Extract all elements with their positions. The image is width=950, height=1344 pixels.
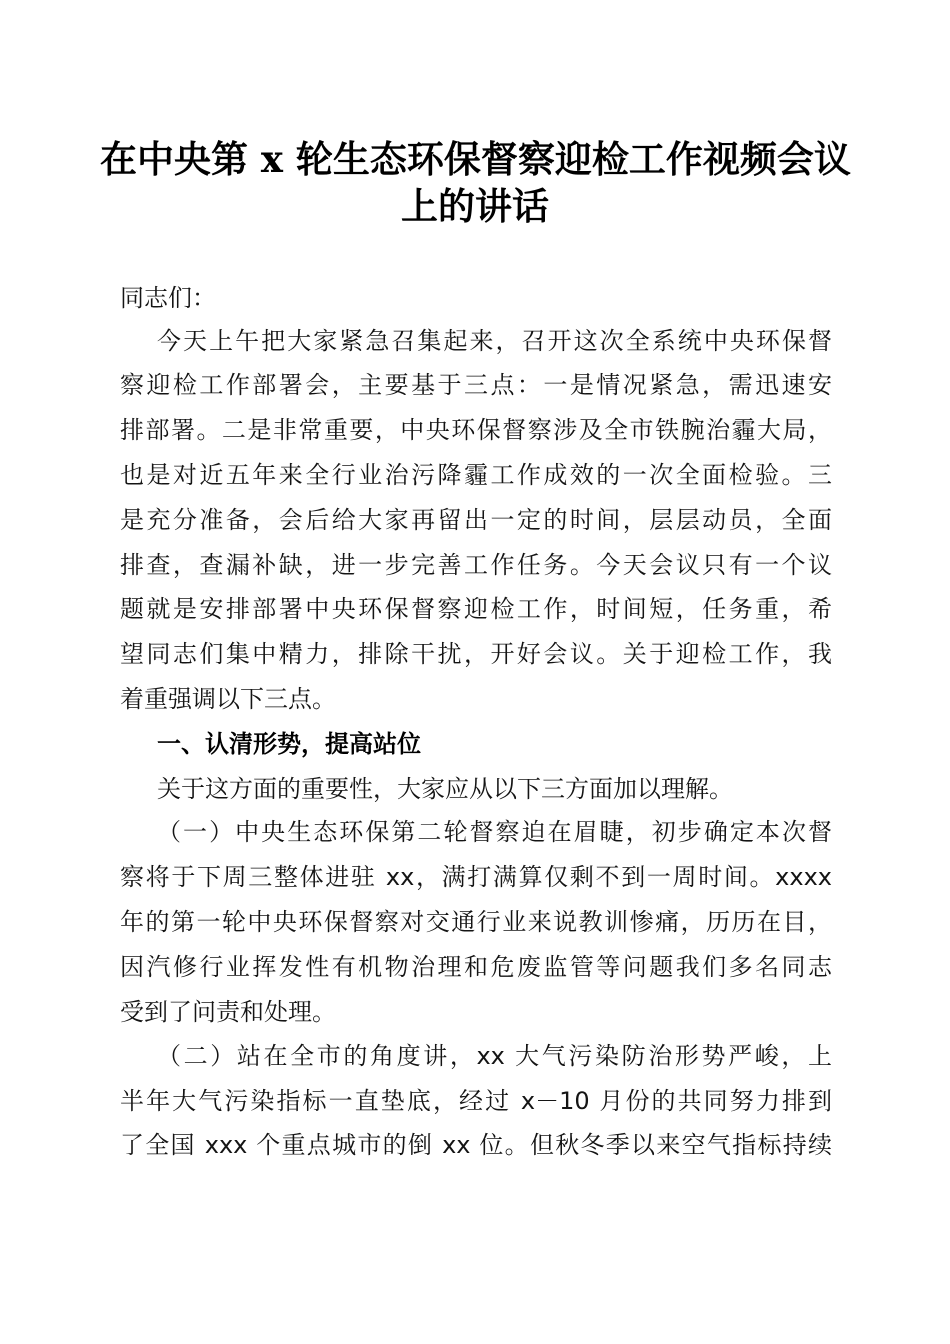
section-intro: 关于这方面的重要性，大家应从以下三方面加以理解。	[157, 775, 733, 803]
page-title-line-2: 上的讲话	[401, 184, 549, 228]
point-1-line: 受到了问责和处理。	[120, 998, 336, 1026]
point-1-line: 察将于下周三整体进驻 xx，满打满算仅剩不到一周时间。xxxx	[120, 863, 832, 891]
point-2-line: 了全国 xxx 个重点城市的倒 xx 位。但秋冬季以来空气指标持续	[120, 1131, 832, 1159]
paragraph-1-line: 题就是安排部署中央环保督察迎检工作，时间短，任务重，希	[120, 595, 832, 623]
paragraph-1-line: 望同志们集中精力，排除干扰，开好会议。关于迎检工作，我	[120, 640, 832, 668]
paragraph-1-line: 排部署。二是非常重要，中央环保督察涉及全市铁腕治霾大局，	[120, 416, 832, 444]
point-1-line: 年的第一轮中央环保督察对交通行业来说教训惨痛，历历在目，	[120, 908, 832, 936]
paragraph-1-line: 也是对近五年来全行业治污降霾工作成效的一次全面检验。三	[120, 461, 832, 489]
paragraph-1-line: 是充分准备，会后给大家再留出一定的时间，层层动员，全面	[120, 506, 832, 534]
paragraph-1-line: 今天上午把大家紧急召集起来，召开这次全系统中央环保督	[157, 327, 832, 355]
point-1-line: （一）中央生态环保第二轮督察迫在眉睫，初步确定本次督	[157, 818, 832, 846]
point-1-line: 因汽修行业挥发性有机物治理和危废监管等问题我们多名同志	[120, 953, 832, 981]
page-title-line-1: 在中央第 x 轮生态环保督察迎检工作视频会议	[100, 137, 851, 181]
paragraph-1-line: 着重强调以下三点。	[120, 685, 336, 713]
section-heading: 一、认清形势，提高站位	[157, 730, 421, 758]
paragraph-1-line: 排查，查漏补缺，进一步完善工作任务。今天会议只有一个议	[120, 551, 832, 579]
paragraph-1-line: 察迎检工作部署会，主要基于三点：一是情况紧急，需迅速安	[120, 371, 832, 399]
salutation: 同志们：	[120, 284, 216, 312]
point-2-line: 半年大气污染指标一直垫底，经过 x－10 月份的共同努力排到	[120, 1087, 832, 1115]
point-2-line: （二）站在全市的角度讲，xx 大气污染防治形势严峻，上	[157, 1042, 832, 1070]
